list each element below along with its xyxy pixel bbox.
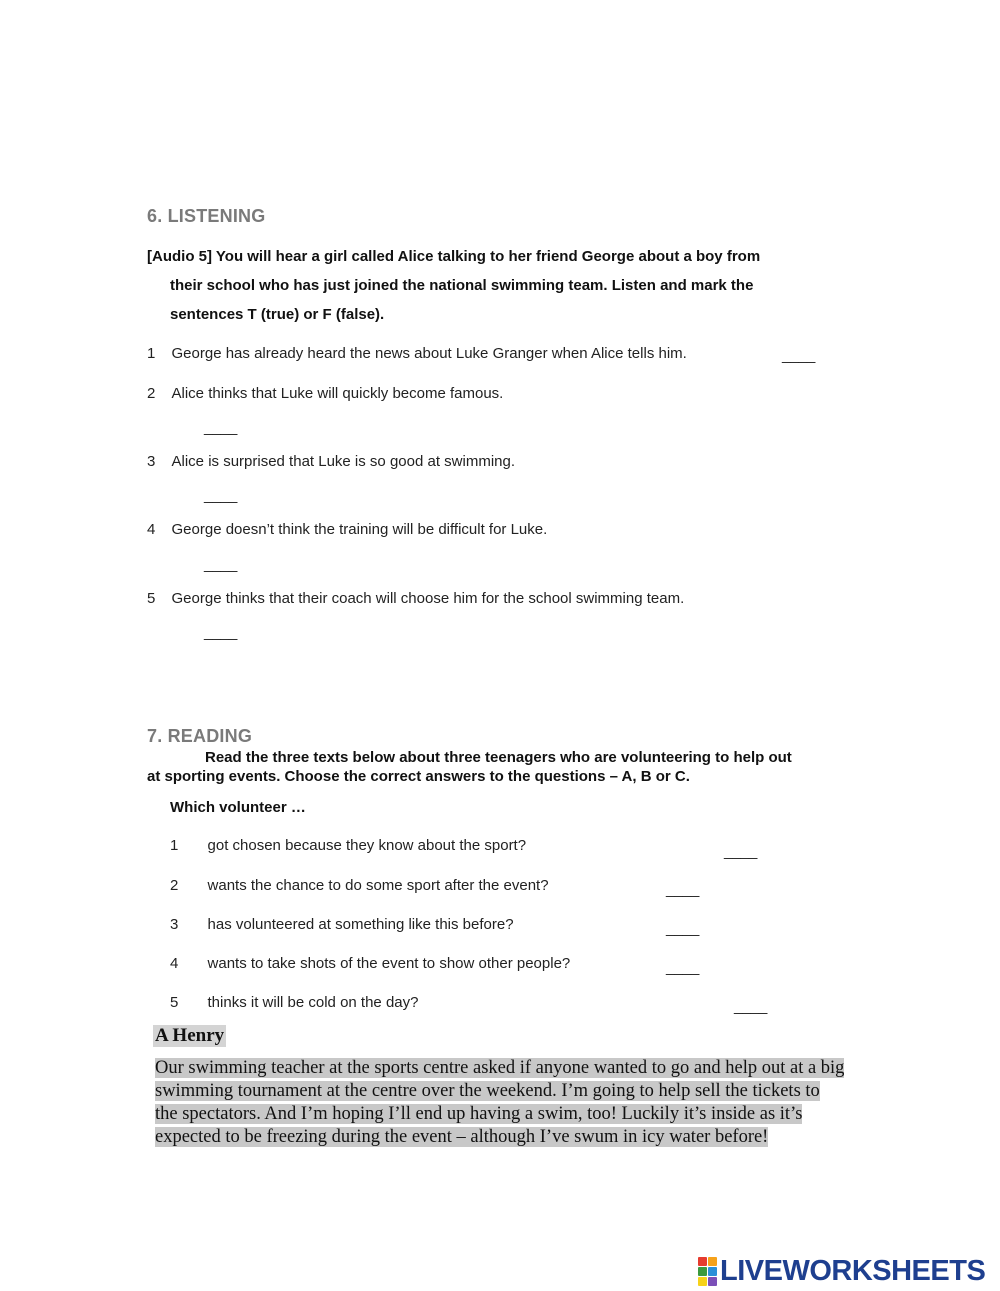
item-text: George thinks that their coach will choose him for the school swimming team. xyxy=(171,590,685,607)
reading-instructions xyxy=(147,748,857,786)
item-text: George doesn’t think the training will be difficult for Luke. xyxy=(171,521,548,538)
item-number: 2 xyxy=(147,385,156,402)
listening-instruction-line3: sentences T (true) or F (false). xyxy=(170,306,385,323)
item-text: George has already heard the news about Luke Granger when Alice tells him. xyxy=(171,345,687,362)
reading-item-2 xyxy=(170,877,549,894)
reading-item-3 xyxy=(170,916,514,933)
item-number: 2 xyxy=(170,877,179,894)
item-number: 1 xyxy=(147,345,156,362)
logo-mark-icon xyxy=(698,1257,717,1286)
answer-blank-listening-3[interactable]: ____ xyxy=(204,487,238,504)
listening-item-5 xyxy=(147,590,684,607)
item-number: 5 xyxy=(147,590,156,607)
item-number: 3 xyxy=(147,453,156,470)
answer-blank-listening-1[interactable]: ____ xyxy=(782,347,816,364)
henry-heading: A Henry xyxy=(155,1025,225,1046)
item-number: 5 xyxy=(170,994,179,1011)
item-number: 3 xyxy=(170,916,179,933)
answer-blank-listening-2[interactable]: ____ xyxy=(204,419,238,436)
henry-passage xyxy=(155,1057,845,1149)
item-text: wants the chance to do some sport after the event? xyxy=(207,877,549,894)
reading-instruction-line2: at sporting events. Choose the correct answers to the questions – A, B or C. xyxy=(147,768,690,785)
item-text: Alice is surprised that Luke is so good at swimming. xyxy=(171,453,515,470)
answer-blank-reading-4[interactable]: ____ xyxy=(666,959,700,976)
listening-item-1 xyxy=(147,345,687,362)
which-volunteer-heading: Which volunteer … xyxy=(170,799,306,816)
item-text: thinks it will be cold on the day? xyxy=(207,994,419,1011)
reading-item-1 xyxy=(170,837,526,854)
answer-blank-reading-2[interactable]: ____ xyxy=(666,881,700,898)
reading-item-4 xyxy=(170,955,570,972)
answer-blank-reading-3[interactable]: ____ xyxy=(666,920,700,937)
item-text: has volunteered at something like this before? xyxy=(207,916,514,933)
listening-instructions xyxy=(147,242,847,329)
reading-title: 7. READING xyxy=(147,726,253,746)
item-text: got chosen because they know about the sport? xyxy=(207,837,527,854)
answer-blank-reading-1[interactable]: ____ xyxy=(724,843,758,860)
item-text: wants to take shots of the event to show other people? xyxy=(207,955,571,972)
listening-instruction-line2: their school who has just joined the national swimming team. Listen and mark the xyxy=(170,277,754,294)
listening-item-3 xyxy=(147,453,515,470)
item-text: Alice thinks that Luke will quickly become famous. xyxy=(171,385,504,402)
item-number: 4 xyxy=(147,521,156,538)
answer-blank-listening-4[interactable]: ____ xyxy=(204,556,238,573)
answer-blank-listening-5[interactable]: ____ xyxy=(204,624,238,641)
answer-blank-reading-5[interactable]: ____ xyxy=(734,998,768,1015)
logo-text: LIVEWORKSHEETS xyxy=(720,1255,986,1287)
listening-title: 6. LISTENING xyxy=(147,206,266,226)
reading-item-5 xyxy=(170,994,418,1011)
listening-item-4 xyxy=(147,521,547,538)
liveworksheets-logo xyxy=(698,1255,985,1288)
item-number: 1 xyxy=(170,837,179,854)
listening-item-2 xyxy=(147,385,503,402)
henry-passage-text: Our swimming teacher at the sports centre asked if anyone wanted to go and help out at a big swimming tournament at the centre over the weekend. I’m going to help sell the tickets to the spectators. And I’m hoping I’ll end up having a swim, too! Luckily it’s inside as it’s expected to be freezing during the event – although I’ve swum in icy water before! xyxy=(155,1058,845,1147)
reading-instruction-line1: Read the three texts below about three teenagers who are volunteering to help out xyxy=(205,749,792,766)
item-number: 4 xyxy=(170,955,179,972)
listening-instruction-line1: [Audio 5] You will hear a girl called Alice talking to her friend George about a boy from xyxy=(147,248,761,265)
